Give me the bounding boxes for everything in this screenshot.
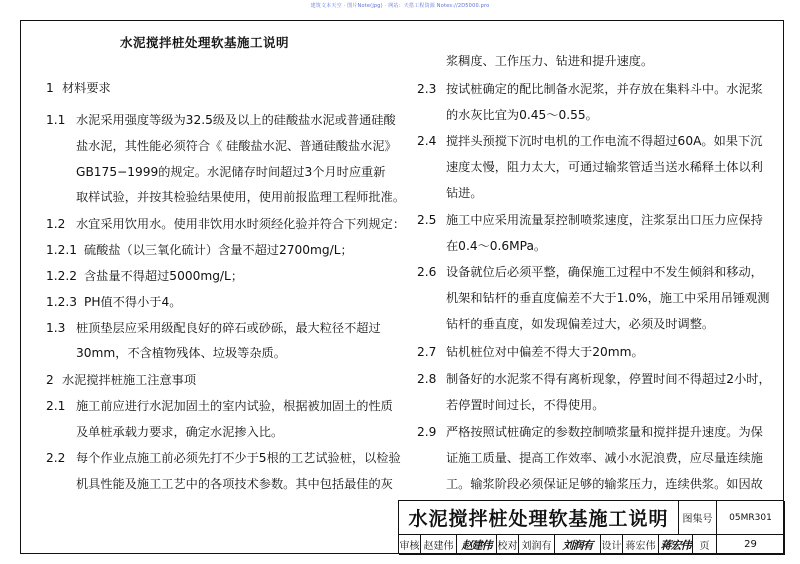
clause-text: 水泥采用强度等级为32.5级及以上的硅酸盐水泥或普通硅酸: [76, 113, 396, 127]
clause-number: 2.7: [417, 345, 437, 359]
designer-signature: 蒋宏伟: [659, 535, 693, 555]
page-title: 水泥搅拌桩处理软基施工说明: [120, 35, 290, 50]
clause-number: 1.2.3: [46, 295, 78, 309]
clause-text: 搅拌头预搅下沉时电机的工作电流不得超过60A。如果下沉: [446, 134, 763, 148]
clause-text: 按试桩确定的配比制备水泥浆，并存放在集料斗中。水泥浆: [446, 82, 763, 96]
clause-number: 2.8: [417, 372, 437, 386]
clause-text: 若停置时间过长，不得使用。: [446, 398, 605, 412]
clause-text: 机架和钻杆的垂直度偏差不大于1.0%，施工中采用吊锤观测: [446, 291, 770, 305]
checker-signature: 刘润有: [555, 535, 601, 555]
clause-text: 施工前应进行水泥加固土的室内试验，根据被加固土的性质: [76, 399, 393, 413]
clause-text: 在0.4～0.6MPa。: [446, 239, 547, 253]
atlas-label: 图集号: [679, 501, 717, 535]
clause-number: 2.3: [417, 82, 437, 96]
clause-text: 水泥搅拌桩施工注意事项: [62, 373, 197, 387]
clause-text: 桩顶垫层应采用级配良好的碎石或砂砾，最大粒径不超过: [76, 321, 381, 335]
reviewer-signature: 赵建伟: [457, 535, 497, 555]
clause-text: 钻机桩位对中偏差不得大于20mm。: [446, 345, 644, 359]
clause-text: 取样试验，并按其检验结果使用，使用前报监理工程师批准。: [76, 190, 406, 204]
clause-text: PH值不得小于4。: [84, 295, 182, 309]
clause-text: 钻进。: [446, 186, 483, 200]
title-block: [398, 500, 784, 554]
clause-text: 速度太慢，阻力太大，可通过输浆管适当送水稀释土体以利: [446, 160, 763, 174]
designer-name: 蒋宏伟: [623, 535, 659, 555]
page-number: 29: [717, 535, 785, 555]
clause-number: 1.1: [46, 113, 66, 127]
clause-number: 2.2: [46, 451, 66, 465]
clause-number: 2.6: [417, 265, 437, 279]
atlas-number: 05MR301: [717, 501, 785, 535]
clause-number: 1: [46, 81, 54, 95]
watermark: 建筑文本天空 · 图片Note(jpg) · 网站：天搭工程资源 Notes://2D5000.pro: [310, 3, 490, 9]
clause-text: 钻杆的垂直度，如发现偏差过大，必须及时调整。: [446, 317, 715, 331]
clause-text: 施工中应采用流量泵控制喷浆速度，注浆泵出口压力应保持: [446, 213, 763, 227]
clause-text: 材料要求: [62, 81, 111, 95]
clause-text: 浆稠度、工作压力、钻进和提升速度。: [446, 54, 654, 68]
clause-text: 硫酸盐（以三氧化硫计）含量不超过2700mg/L；: [84, 243, 353, 257]
clause-text: 水宜采用饮用水。使用非饮用水时须经化验并符合下列规定：: [76, 217, 406, 231]
clause-text: 的水灰比宜为0.45～0.55。: [446, 108, 598, 122]
clause-number: 1.3: [46, 321, 66, 335]
clause-number: 2.9: [417, 425, 437, 439]
clause-text: 设备就位后必须平整，确保施工过程中不发生倾斜和移动，: [446, 265, 763, 279]
clause-number: 2.5: [417, 213, 437, 227]
clause-number: 1.2: [46, 217, 66, 231]
clause-text: 每个作业点施工前必须先打不少于5根的工艺试验桩，以检验: [76, 451, 401, 465]
clause-number: 2.4: [417, 134, 437, 148]
clause-number: 1.2.1: [46, 243, 78, 257]
clause-text: 工。输浆阶段必须保证足够的输浆压力，连续供浆。如因故: [446, 477, 763, 491]
clause-number: 2.1: [46, 399, 66, 413]
drawing-frame: [20, 20, 784, 554]
clause-text: 30mm，不含植物残体、垃圾等杂质。: [76, 346, 286, 360]
clause-text: 制备好的水泥浆不得有离析现象，停置时间不得超过2小时，: [446, 372, 771, 386]
clause-text: GB175−1999的规定。水泥储存时间超过3个月时应重新: [76, 165, 386, 179]
clause-text: 证施工质量、提高工作效率、减小水泥浪费，应尽量连续施: [446, 451, 763, 465]
clause-text: 盐水泥，其性能必须符合《 硅酸盐水泥、普通硅酸盐水泥》: [76, 139, 397, 153]
check-label: 校对: [497, 535, 519, 555]
checker-name: 刘润有: [519, 535, 555, 555]
clause-text: 机具性能及施工工艺中的各项技术参数。其中包括最佳的灰: [76, 477, 393, 491]
drawing-title: 水泥搅拌桩处理软基施工说明: [399, 501, 679, 535]
clause-text: 严格按照试桩确定的参数控制喷浆量和搅拌提升速度。为保: [446, 425, 763, 439]
review-label: 审核: [399, 535, 421, 555]
clause-text: 含盐量不得超过5000mg/L；: [84, 269, 244, 283]
clause-number: 2: [46, 373, 54, 387]
reviewer-name: 赵建伟: [421, 535, 457, 555]
clause-number: 1.2.2: [46, 269, 78, 283]
page-label: 页: [693, 535, 717, 555]
clause-text: 及单桩承载力要求，确定水泥掺入比。: [76, 425, 284, 439]
design-label: 设计: [601, 535, 623, 555]
